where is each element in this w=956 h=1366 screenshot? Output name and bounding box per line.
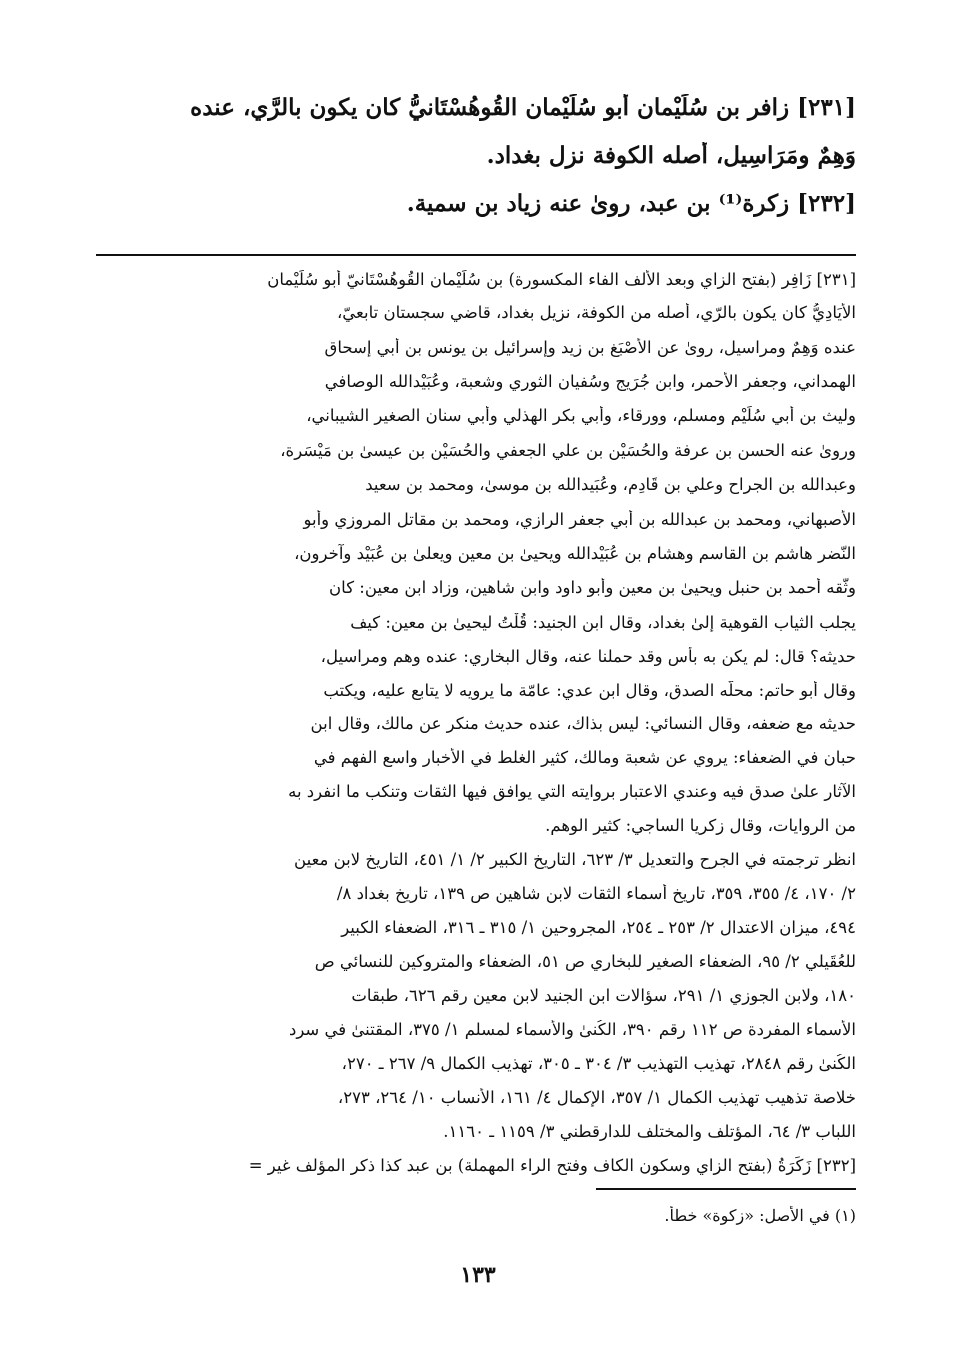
- commentary-line: حديثه مع ضعفه، وقال النسائي: ليس بذاك، عنده حديث منكر عن مالك، وقال ابن: [310, 714, 856, 733]
- commentary-line: الآثار علىٰ صدق فيه وعندي الاعتبار بروايته التي يوافق فيها الثقات وتنكب ما انفرد به: [288, 782, 856, 801]
- page-number: ١٣٣: [460, 1262, 496, 1288]
- main-line: وَهِمٌ ومَرَاسِيل، أصله الكوفة نزل بغداد.: [486, 142, 856, 169]
- commentary-line: الأَيَادِيُّ كان يكون بالرّي، أصله من الكوفة، نزيل بغداد، قاضي سجستان تابعيّ،: [336, 303, 856, 322]
- commentary-line: حبان في الضعفاء: يروي عن شعبة ومالك، كثير الغلط في الأخبار واسع الفهم في: [313, 748, 856, 767]
- commentary-line: اللباب ٣/ ٦٤، المؤتلف والمختلف للدارقطني ٣/ ١١٥٩ ـ ١١٦٠.: [443, 1122, 856, 1141]
- commentary-line: [٢٣٢] زَكَرَةُ (بفتح الزاي وسكون الكاف وفتح الراء المهملة) بن عبد كذا ذكر المؤلف غير =: [248, 1156, 856, 1175]
- commentary-line: وروىٰ عنه الحسن بن عرفة والحُسَيْن بن علي الجعفي والحُسَيْن بن عيسىٰ بن مَيْسَرة،: [280, 441, 856, 460]
- commentary-line: وليث بن أبي سُلَيْم ومسلم، وورقاء، وأبي بكر الهذلي وأبي سنان الصغير الشيباني،: [306, 406, 856, 425]
- commentary-line: خلاصة تذهيب تهذيب الكمال ١/ ٣٥٧، الإكمال ٤/ ١٦١، الأنساب ١٠/ ٢٦٤، ٢٧٣،: [337, 1088, 856, 1107]
- footnote-separator: [596, 1188, 856, 1190]
- main-line: [٢٣١] زافر بن سُلَيْمان أبو سُلَيْمان القُوهُسْتَانيُّ كان يكون بالرَّي، عنده: [190, 94, 856, 121]
- commentary-line: النّضر هاشم بن القاسم وهشام بن عُبَيْدالله ويحيىٰ بن معين ويعلىٰ بن عُبَيْد وآخرون،: [294, 544, 856, 563]
- commentary-line: ٤٩٤، ميزان الاعتدال ٢/ ٢٥٣ ـ ٢٥٤، المجروحين ١/ ٣١٥ ـ ٣١٦، الضعفاء الكبير: [341, 918, 856, 937]
- commentary-line: عنده وَهِمٌ ومراسيل، روىٰ عن الأَصْبَغ بن زيد وإسرائيل بن يونس بن أبي إسحاق: [324, 338, 856, 357]
- commentary-line: من الروايات، وقال زكريا الساجي: كثير الوهم.: [545, 816, 856, 835]
- commentary-line: الكُنىٰ رقم ٢٨٤٨، تهذيب التهذيب ٣/ ٣٠٤ ـ ٣٠٥، تهذيب الكمال ٩/ ٢٦٧ ـ ٢٧٠،: [341, 1054, 856, 1073]
- commentary-line: الأسماء المفردة ص ١١٢ رقم ٣٩٠، الكُنىٰ والأسماء لمسلم ١/ ٣٧٥، المقتنىٰ في سرد: [288, 1020, 856, 1039]
- text-separator: [96, 254, 856, 256]
- commentary-line: الأصبهاني، ومحمد بن عبدالله بن أبي جعفر الرازي، ومحمد بن مقاتل المروزي وأبو: [303, 510, 856, 529]
- commentary-line: حديثه؟ قال: لم يكن به بأس وقد حملنا عنه، وقال البخاري: عنده وهم ومراسيل،: [320, 647, 856, 666]
- commentary-line: [٢٣١] زَافِر (بفتح الزاي وبعد الألف الفاء المكسورة) بن سُلَيْمان القُوهُسْتَانيّ أبو سُلَيْمان: [267, 270, 856, 289]
- commentary-line: وقال أبو حاتم: محلّه الصدق، وقال ابن عدي: عامّة ما يرويه لا يتابع عليه، ويكتب: [323, 681, 856, 700]
- commentary-line: وعبدالله بن الجراح وعلي بن قَادِم، وعُبَيدالله بن موسىٰ، ومحمد بن سعيد: [365, 475, 856, 494]
- commentary-line: للعُقَيلي ٢/ ٩٥، الضعفاء الصغير للبخاري ص ٥١، الضعفاء والمتروكين للنسائي ص: [314, 952, 856, 971]
- footnote-line: (١) في الأصل: «زكوة» خطأ.: [664, 1206, 856, 1225]
- commentary-line: وثّقه أحمد بن حنبل ويحيىٰ بن معين وأبو داود وابن شاهين، وزاد ابن معين: كان: [329, 578, 856, 597]
- commentary-line: يجلب الثياب القوهية إلىٰ بغداد، وقال ابن الجنيد: قُلْتُ ليحيىٰ بن معين: كيف: [350, 613, 856, 632]
- commentary-line: ١٨٠، ولابن الجوزي ١/ ٢٩١، سؤالات ابن الجنيد لابن معين رقم ٦٢٦، طبقات: [351, 986, 856, 1005]
- commentary-line: الهمداني، وجعفر الأحمر، وابن جُرَيج وسُفيان الثوري وشعبة، وعُبَيْدالله الوصافي: [324, 372, 856, 391]
- commentary-line: ٢/ ١٧٠، ٤/ ٣٥٥، ٣٥٩، تاريخ أسماء الثقات لابن شاهين ص ١٣٩، تاريخ بغداد ٨/: [336, 884, 856, 903]
- main-line: [٢٣٢] زكرة⁽¹⁾ بن عبد، روىٰ عنه زياد بن سمية.: [406, 190, 856, 217]
- commentary-line: انظر ترجمته في الجرح والتعديل ٣/ ٦٢٣، التاريخ الكبير ٢/ ١/ ٤٥١، التاريخ لابن معين: [294, 850, 856, 869]
